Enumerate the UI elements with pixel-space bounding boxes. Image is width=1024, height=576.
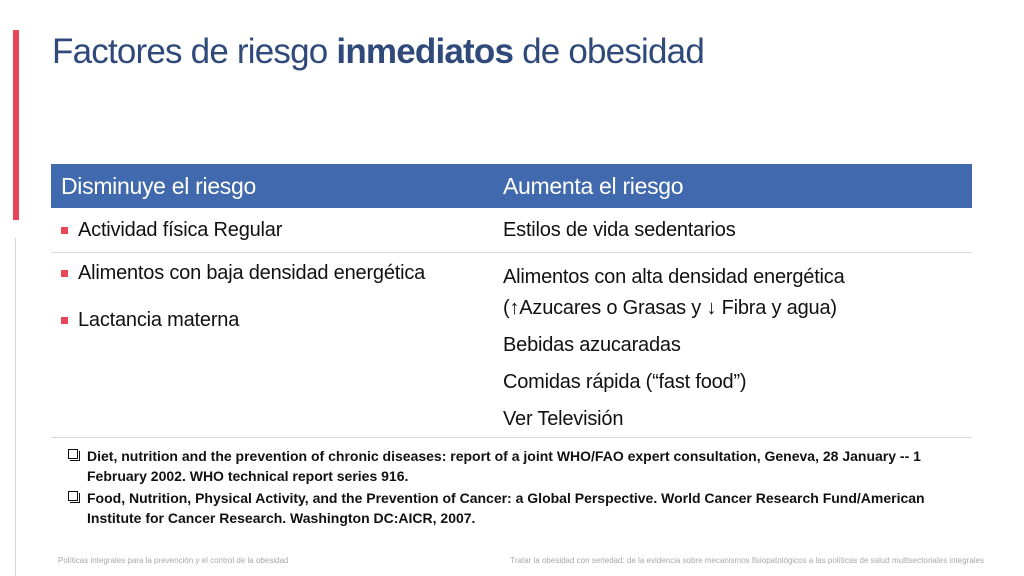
- reference-text: Diet, nutrition and the prevention of chronic diseases: report of a joint WHO/FAO expert consultation, Geneva, 28 January -- 1 February 2002. WHO technical report series 916.: [87, 448, 921, 484]
- slide-title: [52, 32, 704, 72]
- bullet-square-icon: [61, 227, 68, 234]
- header-increases-risk: Aumenta el riesgo: [503, 172, 684, 199]
- list-item-text: Lactancia materna: [78, 309, 240, 331]
- checkbox-bullet-icon: [68, 491, 78, 501]
- list-item-text: Actividad física Regular: [78, 218, 283, 241]
- table-row: [51, 208, 972, 253]
- table-header: [51, 164, 972, 208]
- list-item-text: Alimentos con baja densidad energética: [78, 262, 426, 284]
- table-cell-right: Estilos de vida sedentarios: [503, 218, 736, 241]
- header-decreases-risk: Disminuye el riesgo: [61, 172, 256, 199]
- list-item-text: Bebidas azucaradas: [503, 334, 681, 356]
- list-item-text: (↑Azucares o Grasas y ↓ Fibra y agua): [503, 297, 837, 319]
- reference-item: [68, 488, 948, 528]
- list-item-text: Alimentos con alta densidad energética: [503, 266, 845, 288]
- footer-right: Tratar la obesidad con seriedad: de la evidencia sobre mecanismos fisiopatológicos a las políticas de salud multisectoriales integrales: [510, 556, 984, 565]
- divider-line: [15, 238, 16, 576]
- list-item-text: Comidas rápida (“fast food”): [503, 371, 747, 393]
- table-row: [51, 253, 972, 438]
- bullet-square-icon: [61, 317, 68, 324]
- risk-table: [51, 164, 972, 438]
- footer-left: Políticas integrales para la prevención y el control de la obesidad: [58, 556, 289, 565]
- title-part1: Factores de riesgo: [52, 32, 337, 71]
- bullet-square-icon: [61, 270, 68, 277]
- accent-bar: [13, 30, 19, 220]
- title-bold: inmediatos: [336, 32, 514, 71]
- checkbox-bullet-icon: [68, 449, 78, 459]
- list-item: [61, 309, 503, 332]
- title-part2: de obesidad: [513, 32, 705, 71]
- list-item: [61, 262, 503, 285]
- table-cell-right: [503, 262, 972, 435]
- list-item: [61, 219, 503, 242]
- references-list: [68, 446, 948, 528]
- table-cell-left: [51, 219, 503, 242]
- list-item-text: Ver Televisión: [503, 408, 624, 430]
- reference-item: [68, 446, 948, 486]
- reference-text: Food, Nutrition, Physical Activity, and the Prevention of Cancer: a Global Perspective. World Cancer Research Fund/American Institute for Cancer Research. Washington DC:AICR, 2007.: [87, 490, 925, 526]
- table-cell-left: [51, 262, 503, 435]
